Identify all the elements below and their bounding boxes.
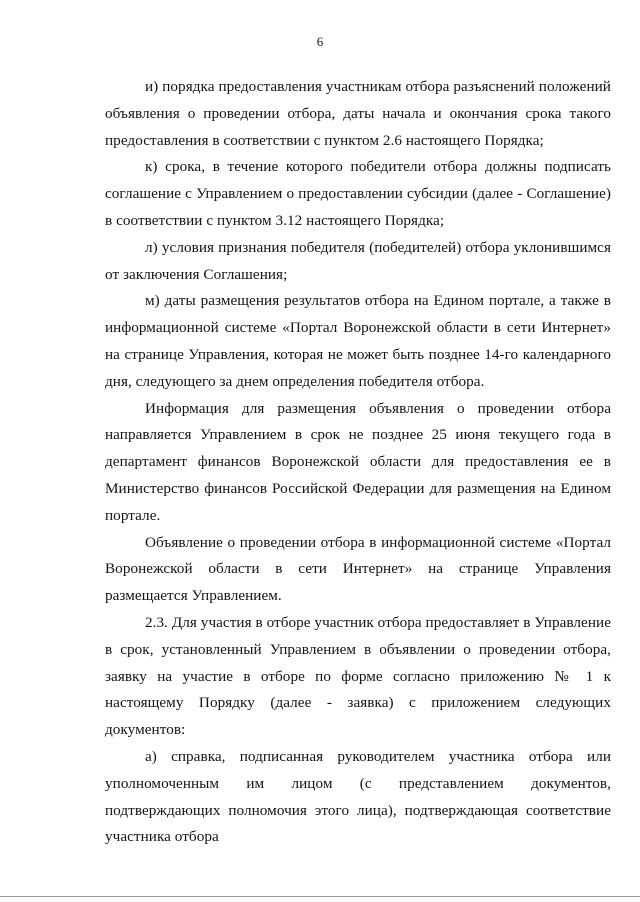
paragraph-item-l: л) условия признания победителя (победителей) отбора уклонившимся от заключения Соглашения; — [105, 238, 611, 283]
page-number: 6 — [316, 34, 324, 49]
paragraph-announcement: Объявление о проведении отбора в информационной системе «Портал Воронежской области в сети Интернет» на странице Управления размещается Управлением. — [105, 533, 611, 605]
page-bottom-rule — [0, 896, 640, 897]
paragraph-item-k: к) срока, в течение которого победители отбора должны подписать соглашение с Управлением о предоставлении субсидии (далее - Соглашение) в соответствии с пунктом 3.12 настоящего Порядка; — [105, 158, 611, 229]
paragraph-item-a: а) справка, подписанная руководителем участника отбора или уполномоченным им лицом (с представлением документов, подтверждающих полномочия этого лица), подтверждающая соответствие участника отбора — [105, 747, 611, 846]
document-body — [105, 74, 611, 851]
paragraph-item-m: м) даты размещения результатов отбора на Едином портале, а также в информационной системе «Портал Воронежской области в сети Интернет» на странице Управления, которая не может быть позднее 14-го календарного дня, следующего за днем определения победителя отбора. — [105, 292, 611, 390]
paragraph-section-2-3: 2.3. Для участия в отборе участник отбора предоставляет в Управление в срок, установленный Управлением в объявлении о проведении отбора, заявку на участие в отборе по форме согласно приложению № 1 к настоящему Порядку (далее - заявка) с приложением следующих документов: — [105, 613, 611, 739]
paragraph-information: Информация для размещения объявления о проведении отбора направляется Управлением в срок не позднее 25 июня текущего года в департамент финансов Воронежской области для предоставления ее в Министерство финансов Российской Федерации для размещения на Едином портале. — [105, 399, 611, 524]
paragraph-item-i: и) порядка предоставления участникам отбора разъяснений положений объявления о проведении отбора, даты начала и окончания срока такого предоставления в соответствии с пунктом 2.6 настоящего Порядка; — [105, 78, 611, 149]
